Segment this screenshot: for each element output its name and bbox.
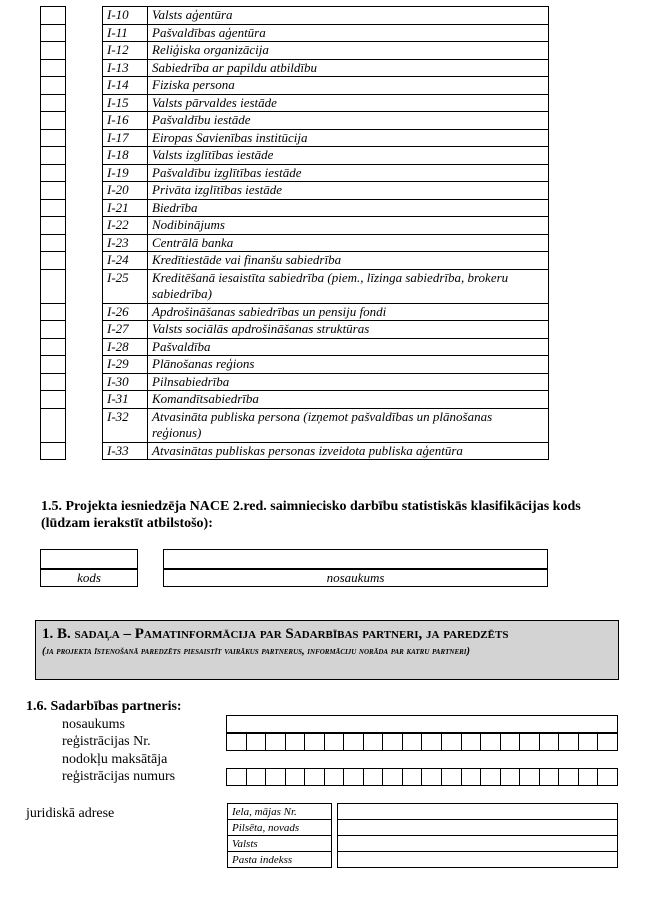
org-type-row xyxy=(41,129,549,147)
org-type-label: Pašvaldība xyxy=(148,338,549,356)
org-type-checkbox[interactable] xyxy=(41,252,66,270)
org-type-code: I-16 xyxy=(103,112,148,130)
org-type-code: I-21 xyxy=(103,199,148,217)
partner-reg-number-cells[interactable] xyxy=(226,733,618,751)
org-type-spacer xyxy=(66,182,103,200)
org-type-label: Biedrība xyxy=(148,199,549,217)
org-type-label: Apdrošināšanas sabiedrības un pensiju fondi xyxy=(148,303,549,321)
org-type-checkbox[interactable] xyxy=(41,391,66,409)
org-type-label: Plānošanas reģions xyxy=(148,356,549,374)
char-cell[interactable] xyxy=(305,733,325,751)
org-type-spacer xyxy=(66,252,103,270)
org-type-code: I-10 xyxy=(103,7,148,25)
char-cell[interactable] xyxy=(540,768,560,786)
org-type-label: Reliģiska organizācija xyxy=(148,42,549,60)
char-cell[interactable] xyxy=(403,768,423,786)
org-type-checkbox[interactable] xyxy=(41,182,66,200)
char-cell[interactable] xyxy=(383,768,403,786)
org-type-code: I-25 xyxy=(103,269,148,303)
org-type-spacer xyxy=(66,373,103,391)
address-field-label: Valsts xyxy=(228,836,332,852)
char-cell[interactable] xyxy=(422,733,442,751)
org-type-label: Nodibinājums xyxy=(148,217,549,235)
org-type-checkbox[interactable] xyxy=(41,112,66,130)
org-type-code: I-33 xyxy=(103,442,148,460)
org-type-row xyxy=(41,199,549,217)
org-type-label: Valsts pārvaldes iestāde xyxy=(148,94,549,112)
char-cell[interactable] xyxy=(344,733,364,751)
org-type-code: I-13 xyxy=(103,59,148,77)
partner-tax-label-2: reģistrācijas numurs xyxy=(62,769,176,784)
org-type-code: I-17 xyxy=(103,129,148,147)
org-type-checkbox[interactable] xyxy=(41,269,66,303)
org-type-label: Atvasināta publiska persona (izņemot pašvaldības un plānošanas reģionus) xyxy=(148,408,549,442)
org-type-code: I-28 xyxy=(103,338,148,356)
org-type-spacer xyxy=(66,7,103,25)
org-type-label: Centrālā banka xyxy=(148,234,549,252)
org-type-code: I-12 xyxy=(103,42,148,60)
org-type-code: I-11 xyxy=(103,24,148,42)
org-type-spacer xyxy=(66,59,103,77)
org-type-label: Valsts sociālās apdrošināšanas struktūras xyxy=(148,321,549,339)
org-type-checkbox[interactable] xyxy=(41,42,66,60)
section-b-subtitle: (ja projekta īstenošanā paredzēts piesaistīt vairākus partnerus, informāciju norāda par katru partneri) xyxy=(42,646,471,657)
address-field-input[interactable] xyxy=(338,804,618,820)
char-cell[interactable] xyxy=(325,733,345,751)
org-type-code: I-23 xyxy=(103,234,148,252)
char-cell[interactable] xyxy=(520,733,540,751)
org-type-label: Valsts aģentūra xyxy=(148,7,549,25)
org-type-row xyxy=(41,373,549,391)
partner-tax-number-cells[interactable] xyxy=(226,768,618,786)
org-type-spacer xyxy=(66,217,103,235)
org-type-row xyxy=(41,217,549,235)
org-type-spacer xyxy=(66,303,103,321)
org-type-label: Valsts izglītības iestāde xyxy=(148,147,549,165)
char-cell[interactable] xyxy=(579,733,599,751)
org-type-spacer xyxy=(66,112,103,130)
org-type-row xyxy=(41,391,549,409)
organization-type-table xyxy=(40,6,549,460)
char-cell[interactable] xyxy=(579,768,599,786)
char-cell[interactable] xyxy=(226,768,247,786)
org-type-spacer xyxy=(66,338,103,356)
org-type-spacer xyxy=(66,94,103,112)
char-cell[interactable] xyxy=(422,768,442,786)
org-type-spacer xyxy=(66,77,103,95)
org-type-checkbox[interactable] xyxy=(41,24,66,42)
org-type-label: Fiziska persona xyxy=(148,77,549,95)
nace-name-field[interactable] xyxy=(163,549,548,569)
org-type-checkbox[interactable] xyxy=(41,77,66,95)
address-field-label: Pasta indekss xyxy=(228,852,332,868)
legal-address-label: juridiskā adrese xyxy=(26,806,115,821)
org-type-spacer xyxy=(66,234,103,252)
org-type-row xyxy=(41,338,549,356)
char-cell[interactable] xyxy=(383,733,403,751)
partner-tax-label-1: nodokļu maksātāja xyxy=(62,752,168,767)
org-type-row xyxy=(41,59,549,77)
char-cell[interactable] xyxy=(481,733,501,751)
org-type-label: Pašvaldību izglītības iestāde xyxy=(148,164,549,182)
org-type-row xyxy=(41,42,549,60)
char-cell[interactable] xyxy=(559,768,579,786)
char-cell[interactable] xyxy=(266,733,286,751)
org-type-row xyxy=(41,234,549,252)
char-cell[interactable] xyxy=(266,768,286,786)
org-type-row xyxy=(41,147,549,165)
org-type-checkbox[interactable] xyxy=(41,234,66,252)
org-type-checkbox[interactable] xyxy=(41,408,66,442)
org-type-row xyxy=(41,24,549,42)
address-field-input[interactable] xyxy=(338,836,618,852)
org-type-row xyxy=(41,442,549,460)
section-b-header xyxy=(35,620,619,680)
org-type-spacer xyxy=(66,408,103,442)
char-cell[interactable] xyxy=(462,733,482,751)
org-type-label: Eiropas Savienības institūcija xyxy=(148,129,549,147)
org-type-checkbox[interactable] xyxy=(41,129,66,147)
org-type-code: I-15 xyxy=(103,94,148,112)
org-type-row xyxy=(41,94,549,112)
nace-name-label: nosaukums xyxy=(326,570,385,585)
nace-code-label: kods xyxy=(77,570,101,585)
org-type-label: Pašvaldības aģentūra xyxy=(148,24,549,42)
char-cell[interactable] xyxy=(247,768,267,786)
org-type-code: I-27 xyxy=(103,321,148,339)
address-field-input[interactable] xyxy=(338,852,618,868)
org-type-row xyxy=(41,252,549,270)
org-type-checkbox[interactable] xyxy=(41,373,66,391)
org-type-row xyxy=(41,7,549,25)
org-type-label: Sabiedrība ar papildu atbildību xyxy=(148,59,549,77)
org-type-checkbox[interactable] xyxy=(41,442,66,460)
org-type-checkbox[interactable] xyxy=(41,147,66,165)
question-1-5-title: 1.5. Projekta iesniedzēja NACE 2.red. saimniecisko darbību statistiskās klasifikācijas kods (lūdzam ierakstīt atbilstošo): xyxy=(41,499,581,531)
char-cell[interactable] xyxy=(344,768,364,786)
org-type-code: I-29 xyxy=(103,356,148,374)
org-type-row xyxy=(41,408,549,442)
org-type-label: Privāta izglītības iestāde xyxy=(148,182,549,200)
char-cell[interactable] xyxy=(247,733,267,751)
org-type-checkbox[interactable] xyxy=(41,94,66,112)
org-type-spacer xyxy=(66,442,103,460)
char-cell[interactable] xyxy=(286,733,306,751)
org-type-spacer xyxy=(66,24,103,42)
org-type-spacer xyxy=(66,147,103,165)
address-field-label: Pilsēta, novads xyxy=(228,820,332,836)
char-cell[interactable] xyxy=(559,733,579,751)
char-cell[interactable] xyxy=(501,768,521,786)
char-cell[interactable] xyxy=(305,768,325,786)
partner-name-input[interactable] xyxy=(226,715,618,733)
address-row xyxy=(228,820,618,836)
org-type-code: I-32 xyxy=(103,408,148,442)
char-cell[interactable] xyxy=(442,768,462,786)
org-type-checkbox[interactable] xyxy=(41,59,66,77)
legal-address-table xyxy=(227,803,618,868)
nace-code-field[interactable] xyxy=(40,549,138,569)
org-type-row xyxy=(41,112,549,130)
char-cell[interactable] xyxy=(540,733,560,751)
org-type-row xyxy=(41,356,549,374)
char-cell[interactable] xyxy=(403,733,423,751)
char-cell[interactable] xyxy=(442,733,462,751)
char-cell[interactable] xyxy=(520,768,540,786)
char-cell[interactable] xyxy=(226,733,247,751)
org-type-row xyxy=(41,164,549,182)
char-cell[interactable] xyxy=(286,768,306,786)
org-type-checkbox[interactable] xyxy=(41,321,66,339)
address-row xyxy=(228,852,618,868)
char-cell[interactable] xyxy=(364,733,384,751)
char-cell[interactable] xyxy=(481,768,501,786)
org-type-checkbox[interactable] xyxy=(41,303,66,321)
address-row xyxy=(228,836,618,852)
org-type-label: Pašvaldību iestāde xyxy=(148,112,549,130)
org-type-checkbox[interactable] xyxy=(41,7,66,25)
org-type-row xyxy=(41,182,549,200)
org-type-checkbox[interactable] xyxy=(41,199,66,217)
org-type-row xyxy=(41,77,549,95)
question-1-6-title: 1.6. Sadarbības partneris: xyxy=(26,699,182,714)
org-type-label: Komandītsabiedrība xyxy=(148,391,549,409)
org-type-spacer xyxy=(66,164,103,182)
org-type-code: I-20 xyxy=(103,182,148,200)
address-row xyxy=(228,804,618,820)
org-type-code: I-19 xyxy=(103,164,148,182)
char-cell[interactable] xyxy=(598,768,618,786)
org-type-spacer xyxy=(66,321,103,339)
org-type-code: I-18 xyxy=(103,147,148,165)
org-type-spacer xyxy=(66,356,103,374)
org-type-row xyxy=(41,321,549,339)
org-type-code: I-22 xyxy=(103,217,148,235)
org-type-code: I-14 xyxy=(103,77,148,95)
org-type-spacer xyxy=(66,269,103,303)
org-type-checkbox[interactable] xyxy=(41,164,66,182)
partner-reg-label: reģistrācijas Nr. xyxy=(62,734,151,749)
char-cell[interactable] xyxy=(501,733,521,751)
org-type-spacer xyxy=(66,391,103,409)
org-type-row xyxy=(41,269,549,303)
org-type-label: Atvasinātas publiskas personas izveidota publiska aģentūra xyxy=(148,442,549,460)
org-type-spacer xyxy=(66,199,103,217)
org-type-checkbox[interactable] xyxy=(41,338,66,356)
org-type-spacer xyxy=(66,42,103,60)
org-type-label: Kredītiestāde vai finanšu sabiedrība xyxy=(148,252,549,270)
address-field-input[interactable] xyxy=(338,820,618,836)
org-type-label: Kreditēšanā iesaistīta sabiedrība (piem., līzinga sabiedrība, brokeru sabiedrība) xyxy=(148,269,549,303)
char-cell[interactable] xyxy=(598,733,618,751)
address-field-label: Iela, mājas Nr. xyxy=(228,804,332,820)
section-b-title: 1. B. sadaļa – Pamatinformācija par Sadarbības partneri, ja paredzēts xyxy=(42,626,509,642)
org-type-code: I-26 xyxy=(103,303,148,321)
org-type-checkbox[interactable] xyxy=(41,356,66,374)
char-cell[interactable] xyxy=(364,768,384,786)
partner-name-label: nosaukums xyxy=(62,717,125,732)
org-type-code: I-30 xyxy=(103,373,148,391)
org-type-label: Pilnsabiedrība xyxy=(148,373,549,391)
org-type-code: I-24 xyxy=(103,252,148,270)
char-cell[interactable] xyxy=(462,768,482,786)
org-type-spacer xyxy=(66,129,103,147)
org-type-row xyxy=(41,303,549,321)
org-type-checkbox[interactable] xyxy=(41,217,66,235)
char-cell[interactable] xyxy=(325,768,345,786)
org-type-code: I-31 xyxy=(103,391,148,409)
